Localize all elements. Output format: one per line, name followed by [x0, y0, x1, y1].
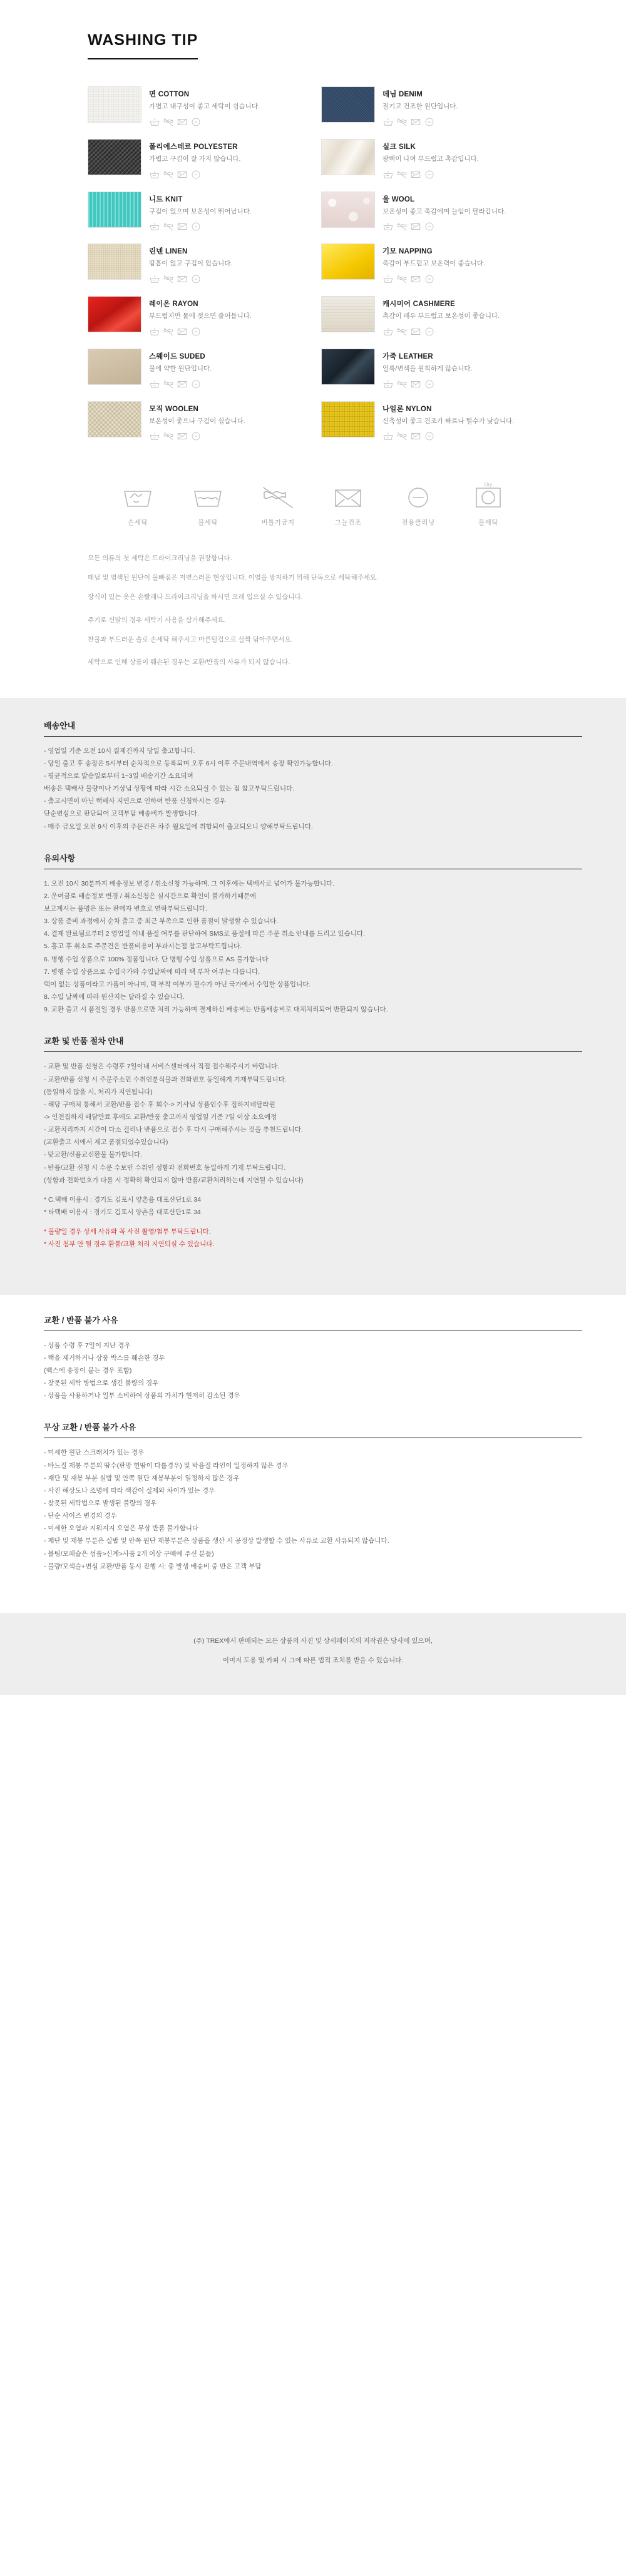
- material-item: [88, 81, 305, 133]
- material-desc: 보온성이 좋으나 구김이 쉽습니다.: [149, 417, 245, 425]
- no-wring-icon: [251, 483, 305, 511]
- material-desc: 신축성이 좋고 건조가 빠르나 털수가 낮습니다.: [382, 417, 515, 425]
- material-item: [321, 290, 538, 343]
- info-line: - 교환치리까지 시간이 다소 걸리나 반품으로 접수 후 다시 구매해주시는 것을 추천드립니다.: [44, 1126, 303, 1134]
- info-line: - 재단 및 재봉 부분 실밥 및 안쪽 원단 재봉부분이 일정하지 많은 경우: [44, 1474, 240, 1482]
- material-desc: 촉감이 부드럽고 보온력이 좋습니다.: [382, 260, 485, 268]
- material-care-icons: [382, 169, 479, 180]
- info-line: - 미세한 원단 스크래치가 있는 경우: [44, 1449, 145, 1457]
- material-desc: 얼룩/변색을 원칙하게 않습니다.: [382, 364, 473, 372]
- section-body: [44, 1446, 582, 1573]
- material-swatch: [88, 243, 141, 280]
- care-icon-label: 물세탁: [198, 519, 218, 527]
- note-block: [88, 614, 538, 646]
- material-name: 모직 WOOLEN: [149, 405, 198, 413]
- no-wring-icon: [163, 169, 174, 180]
- info-line: 3. 상품 준비 과정에서 순차 출고 중 최근 부족으로 인한 품절이 발생할 수 있습니다.: [44, 917, 279, 926]
- care-icon-cell: [111, 483, 165, 527]
- shade-dry-icon: [410, 379, 421, 390]
- material-desc: 부드럽지만 물에 젖으면 줄어듭니다.: [149, 312, 252, 320]
- shade-dry-icon: [177, 169, 188, 180]
- hand-wash-icon: [382, 326, 394, 337]
- info-line: - 불량/모색슬+변심 교환/반품 동시 진행 시: 총 발생 배송비 중 반은 고객 부담: [44, 1562, 262, 1570]
- info-line: 8. 수입 날짜에 따라 원산지는 달라질 수 있습니다.: [44, 993, 185, 1001]
- hand-wash-icon: [149, 273, 160, 285]
- copyright-footer: [0, 1613, 626, 1695]
- info-line: - 상품을 사용하거나 일부 소비하여 상품의 가치가 현저히 감소된 경우: [44, 1392, 240, 1400]
- material-grid: [88, 81, 538, 447]
- shade-dry-icon: [177, 273, 188, 285]
- note-block: [88, 656, 538, 668]
- note-line: 장식이 있는 옷은 손빨래나 드라이크리닝을 하시면 오래 입으실 수 있습니다.: [88, 593, 303, 601]
- note-line: 모든 의류의 첫 세탁은 드라이크리닝을 권장합니다.: [88, 555, 232, 563]
- dry-clean-icon: [190, 221, 202, 232]
- info-section: [44, 1314, 582, 1403]
- no-wring-icon: [163, 326, 174, 337]
- no-wring-icon: [396, 326, 408, 337]
- address-line: * C.택배 이용시 : 경기도 김포시 양촌음 대포산단1로 34: [44, 1195, 202, 1204]
- dry-clean-icon: [424, 116, 435, 128]
- info-sections-gray: [0, 698, 626, 1295]
- no-wring-icon: [396, 169, 408, 180]
- no-wring-icon: [396, 379, 408, 390]
- material-desc: 질기고 건조한 원단입니다.: [382, 103, 458, 110]
- hand-wash-icon: [149, 326, 160, 337]
- info-line: (동일하지 않을 시, 처리가 지연됩니다): [44, 1088, 153, 1096]
- material-care-icons: [382, 273, 485, 285]
- material-item: [321, 133, 538, 186]
- info-line: 9. 교환 출고 시 품절일 경우 반품으로만 처리 가능하며 결제하신 배송비는 반품배송비로 대체처리되어 반환되지 않습니다.: [44, 1006, 388, 1014]
- washing-tip-title-row: [88, 25, 538, 59]
- material-name: 실크 SILK: [382, 143, 416, 151]
- material-name: 기모 NAPPING: [382, 248, 433, 256]
- material-name: 울 WOOL: [382, 195, 415, 203]
- info-line: 1. 오전 10시 30분까지 배송정보 변경 / 취소신청 가능하며, 그 이후에는 택배사로 넘어가 불가능합니다.: [44, 879, 335, 887]
- note-line: 찬물과 부드러운 솔로 손세탁 해주시고 마른털겁으로 살짝 닦아주면서요.: [88, 635, 293, 643]
- info-line: 4. 결제 완료됨로부터 2 영업일 이내 품절 여부를 판단하여 SMS로 품절에 따른 주문 취소 안내를 드리고 있습니다.: [44, 930, 365, 938]
- material-name: 캐시미어 CASHMERE: [382, 300, 456, 308]
- info-line: 6. 병행 수입 상품으로 100% 정품입니다. 단 병행 수입 상품으로 AS 불가합니다: [44, 955, 269, 963]
- section-heading: 배송안내: [44, 719, 582, 737]
- dry-clean-icon: [190, 273, 202, 285]
- warning-line: * 사진 첨부 안 될 경우 환불/교환 처리 지연되실 수 있습니다.: [44, 1240, 215, 1249]
- material-item: [88, 396, 305, 448]
- material-care-icons: [382, 379, 473, 390]
- care-icon-label: 물세탁: [478, 519, 498, 527]
- no-wring-icon: [396, 431, 408, 442]
- dry-clean-icon: [190, 169, 202, 180]
- info-line: - 단순 사이즈 변경의 경우: [44, 1512, 117, 1520]
- info-line: - 반품/교환 신청 시 수문 수보인 수취인 성함과 전화번호 동일하게 기재 부탁드립니다.: [44, 1163, 286, 1172]
- shade-dry-icon: [410, 326, 421, 337]
- info-sections-white: [0, 1295, 626, 1613]
- no-wring-icon: [396, 221, 408, 232]
- shade-dry-icon: [177, 379, 188, 390]
- shade-dry-icon: [321, 483, 375, 511]
- material-name: 스웨이드 SUDED: [149, 352, 205, 360]
- section-body: [44, 745, 582, 833]
- note-line: 데님 및 염색된 원단이 물빠짐은 저연스러운 현상입니다. 이염을 방지하기 위해 단독으로 세탁해주세요.: [88, 574, 378, 582]
- material-care-icons: [149, 326, 252, 337]
- note-block: [88, 552, 538, 603]
- info-line: - 재단 및 재봉 부분은 실밥 및 안쪽 원단 재봉부분은 상품을 생산 시 공정상 발생할 수 있는 사유로 교환 사유되지 않습니다.: [44, 1537, 389, 1545]
- material-desc: 물에 약한 원단입니다.: [149, 364, 212, 372]
- dry-clean-icon: [190, 116, 202, 128]
- note-line: 주기로 신발의 경우 세탁기 사용을 삼가해주세요.: [88, 616, 226, 624]
- shade-dry-icon: [410, 273, 421, 285]
- section-heading: 교환 및 반품 절차 안내: [44, 1035, 582, 1052]
- info-line: 배송은 택배사 물량이나 기상님 상황에 따라 시간 소요되실 수 있는 점 참고부탁드립니다.: [44, 785, 295, 793]
- material-swatch: [88, 349, 141, 385]
- shade-dry-icon: [177, 116, 188, 128]
- material-item: [88, 290, 305, 343]
- info-line: - 찾못된 세탁 방법으로 생긴 불량의 경우: [44, 1379, 159, 1388]
- info-line: 2. 운여금로 배송정보 변경 / 취소신청은 실시간으로 확인이 불가하기때문에: [44, 892, 257, 900]
- no-wring-icon: [163, 221, 174, 232]
- shade-dry-icon: [177, 221, 188, 232]
- machine-wash-icon: [181, 483, 235, 511]
- svg-text:Dry: Dry: [484, 483, 493, 488]
- material-desc: 촉감이 매우 부드럽고 보온성이 좋습니다.: [382, 312, 500, 320]
- no-wring-icon: [163, 273, 174, 285]
- info-line: (교환출고 시에서 제고 품절되었수있습니다): [44, 1138, 168, 1147]
- section-body: [44, 877, 582, 1016]
- dry-clean-icon: [190, 326, 202, 337]
- care-icon-label: 그늘건조: [334, 519, 362, 527]
- care-icon-cell: [461, 483, 515, 527]
- material-item: [88, 133, 305, 186]
- material-desc: 보온성이 좋고 촉감에며 늘임이 달라갑니다.: [382, 207, 506, 215]
- dry-clean-icon: [424, 379, 435, 390]
- shade-dry-icon: [410, 221, 421, 232]
- section-heading: 무상 교환 / 반품 불가 사유: [44, 1421, 582, 1438]
- material-item: [88, 186, 305, 238]
- info-line: - 당일 출고 후 송장은 5시부터 순차적으로 등록되며 오후 6시 이후 주문내역에서 송장 확인가능합니다.: [44, 759, 333, 767]
- material-care-icons: [149, 116, 260, 128]
- care-icon-cell: [181, 483, 235, 527]
- no-wring-icon: [396, 116, 408, 128]
- material-swatch: [88, 401, 141, 437]
- hand-wash-icon: [382, 221, 394, 232]
- info-line: - 바느질 재봉 부분의 땀수(판망 헌땀이 다를경우) 및 박음질 라인이 일정하지 않은 경우: [44, 1461, 289, 1469]
- material-desc: 가볍고 내구성이 좋고 세탁이 쉽습니다.: [149, 103, 260, 110]
- material-swatch: [321, 243, 375, 280]
- info-line: 7. 병행 수입 상품으로 수입국가와 수입날짜에 따라 택 부착 여부는 다릅니다.: [44, 968, 260, 976]
- material-swatch: [321, 86, 375, 123]
- dry-clean-icon: [424, 221, 435, 232]
- material-name: 폴리에스테르 POLYESTER: [149, 143, 238, 151]
- hand-wash-icon: [382, 169, 394, 180]
- material-desc: 광택이 나며 부드럽고 촉감입니다.: [382, 155, 479, 163]
- shade-dry-icon: [177, 431, 188, 442]
- material-care-icons: [382, 326, 500, 337]
- no-wring-icon: [163, 379, 174, 390]
- info-line: - 찾못된 세탁법으로 발생된 불량의 경우: [44, 1499, 157, 1507]
- material-name: 나일론 NYLON: [382, 405, 432, 413]
- material-swatch: [321, 349, 375, 385]
- footer-line: 이미지 도용 및 카피 시 그에 따른 법적 조치를 받을 수 있습니다.: [222, 1656, 404, 1664]
- washing-tip-section: [0, 0, 626, 669]
- dry-clean-icon: [424, 431, 435, 442]
- material-care-icons: [149, 221, 252, 232]
- care-icon-cell: [321, 483, 375, 527]
- info-line: 보고계시는 품명은 또는 판매자 변호로 연락부탁드립니다.: [44, 904, 207, 912]
- care-icon-label: 손세탁: [128, 519, 148, 527]
- info-line: 단순변심으로 판단되어 고객부담 배송비가 발생합니다.: [44, 810, 199, 818]
- material-name: 가죽 LEATHER: [382, 352, 433, 360]
- info-line: - 교환 및 반품 신청은 수령후 7일이내 서비스센터에서 직접 접수해주시기 바랍니다.: [44, 1063, 280, 1071]
- shade-dry-icon: [410, 431, 421, 442]
- shade-dry-icon: [410, 116, 421, 128]
- material-swatch: [321, 139, 375, 175]
- hand-wash-icon: [382, 431, 394, 442]
- washing-notes: [88, 552, 538, 668]
- info-line: - 해당 구매처 통해서 교환/반품 접수 후 회수-> 기사님 상품인수후 집하지네달라원: [44, 1100, 275, 1108]
- material-name: 레이온 RAYON: [149, 300, 198, 308]
- material-care-icons: [149, 273, 232, 285]
- info-section: [44, 719, 582, 833]
- info-line: - 출고시면이 아닌 택배사 지연으로 인하여 반품 신청하시는 경우: [44, 797, 226, 805]
- care-icon-label: 비틀기금지: [261, 519, 295, 527]
- hand-wash-icon: [111, 483, 165, 511]
- dry-clean-icon: [424, 326, 435, 337]
- material-item: [88, 238, 305, 290]
- info-line: -> 인전집하지 배달만료 후에도 교환/반품 출고까지 영업일 기준 7일 이상 소요예정: [44, 1113, 277, 1121]
- material-care-icons: [149, 169, 240, 180]
- material-name: 니트 KNIT: [149, 195, 183, 203]
- info-line: - 맞교환/신품교신환불 불가합니다.: [44, 1151, 143, 1159]
- hand-wash-icon: [149, 221, 160, 232]
- material-care-icons: [382, 221, 506, 232]
- section-heading: 교환 / 반품 불가 사유: [44, 1314, 582, 1331]
- section-body: [44, 1060, 582, 1250]
- address-line: * 타택배 이용시 : 경기도 김포시 양촌음 대포산단1로 34: [44, 1209, 201, 1217]
- material-item: [88, 343, 305, 396]
- tumble-dry-icon: [461, 483, 515, 511]
- info-section: [44, 852, 582, 1016]
- material-care-icons: [382, 431, 514, 442]
- care-icon-label: 전용클리닝: [401, 519, 435, 527]
- material-item: [321, 238, 538, 290]
- material-name: 면 COTTON: [149, 91, 190, 98]
- section-heading: 유의사항: [44, 852, 582, 869]
- footer-line: (주) TREX에서 판매되는 모든 상품의 사진 및 상세페이지의 저작권은 당사에 있으며,: [193, 1637, 433, 1645]
- material-name: 데님 DENIM: [382, 91, 423, 98]
- care-icon-row: [88, 483, 538, 527]
- material-item: [321, 343, 538, 396]
- material-swatch: [88, 139, 141, 175]
- material-item: [321, 396, 538, 448]
- material-swatch: [321, 192, 375, 228]
- material-desc: 구김이 없으며 보온성이 뛰어납니다.: [149, 207, 252, 215]
- material-swatch: [88, 296, 141, 332]
- info-line: - 볼팅/모패슬은 섬품>신계>사품 2개 이상 구매에 주신 분들): [44, 1550, 214, 1558]
- hand-wash-icon: [382, 116, 394, 128]
- info-line: - 매주 금요일 오전 9시 이후의 주문건은 차주 월요일에 취합되어 출고되오니 양해부탁드립니다.: [44, 822, 313, 831]
- dry-clean-icon: [190, 431, 202, 442]
- material-care-icons: [149, 379, 212, 390]
- info-line: - 영업일 기준 오전 10시 결제건까지 당일 출고합니다.: [44, 747, 195, 755]
- hand-wash-icon: [149, 379, 160, 390]
- dry-clean-icon: [424, 273, 435, 285]
- info-line: - 미세한 오염과 지워지지 오염은 무상 반품 불가합니다: [44, 1525, 199, 1533]
- material-item: [321, 81, 538, 133]
- warning-line: * 불량일 경우 상세 사유와 꼭 사진 촬영/첨부 부탁드립니다.: [44, 1228, 211, 1236]
- info-line: - 교환/반품 신청 시 주문주소민 수취인분식물과 전화번호 동일해게 기재부탁드립니다.: [44, 1075, 287, 1083]
- dry-clean-icon: [190, 379, 202, 390]
- info-line: 5. 홍고 후 취소로 주문건은 반품비용이 부과시는점 참고부탁드립니다.: [44, 943, 242, 951]
- shade-dry-icon: [410, 169, 421, 180]
- info-line: (성함과 전화번호가 다를 시 정확히 확인되지 않아 반품/교환처리하는데 지연될 수 있습니다): [44, 1176, 304, 1184]
- hand-wash-icon: [382, 379, 394, 390]
- dry-clean-icon: [424, 169, 435, 180]
- info-line: - 사진 해상도나 조명에 따라 색감이 실제와 차이가 있는 경우: [44, 1486, 215, 1495]
- hand-wash-icon: [382, 273, 394, 285]
- no-wring-icon: [163, 116, 174, 128]
- page-title: WASHING TIP: [88, 31, 198, 59]
- care-icon-cell: [251, 483, 305, 527]
- no-wring-icon: [163, 431, 174, 442]
- section-body: [44, 1339, 582, 1403]
- material-swatch: [321, 296, 375, 332]
- shade-dry-icon: [177, 326, 188, 337]
- hand-wash-icon: [149, 116, 160, 128]
- info-section: [44, 1035, 582, 1250]
- material-care-icons: [382, 116, 458, 128]
- hand-wash-icon: [149, 169, 160, 180]
- dry-clean-icon: [391, 483, 445, 511]
- info-section: [44, 1421, 582, 1573]
- material-swatch: [88, 192, 141, 228]
- no-wring-icon: [396, 273, 408, 285]
- info-line: - 택을 제거하거나 상품 박스를 훼손한 경우: [44, 1354, 165, 1362]
- material-desc: 땀흡이 없고 구김이 있습니다.: [149, 260, 233, 268]
- material-item: [321, 186, 538, 238]
- material-desc: 가볍고 구김이 잘 가지 않습니다.: [149, 155, 241, 163]
- material-swatch: [321, 401, 375, 437]
- material-care-icons: [149, 431, 245, 442]
- info-line: - 평균적으로 발송일로부터 1~3일 배송기간 소요되며: [44, 772, 193, 780]
- material-swatch: [88, 86, 141, 123]
- note-line: 세탁으로 인해 상품이 훼손된 경우는 교환/반품의 사유가 되지 않습니다.: [88, 658, 290, 667]
- care-icon-cell: [391, 483, 445, 527]
- info-line: (백스에 송장이 붙는 경우 포함): [44, 1366, 132, 1374]
- info-line: - 상품 수령 후 7일이 지난 경우: [44, 1341, 131, 1349]
- material-name: 린넨 LINEN: [149, 248, 188, 256]
- info-line: 택이 없는 상품이라고 가품이 아니며, 택 부착 여부가 필수가 아닌 국가에서 수입한 상품입니다.: [44, 980, 311, 988]
- hand-wash-icon: [149, 431, 160, 442]
